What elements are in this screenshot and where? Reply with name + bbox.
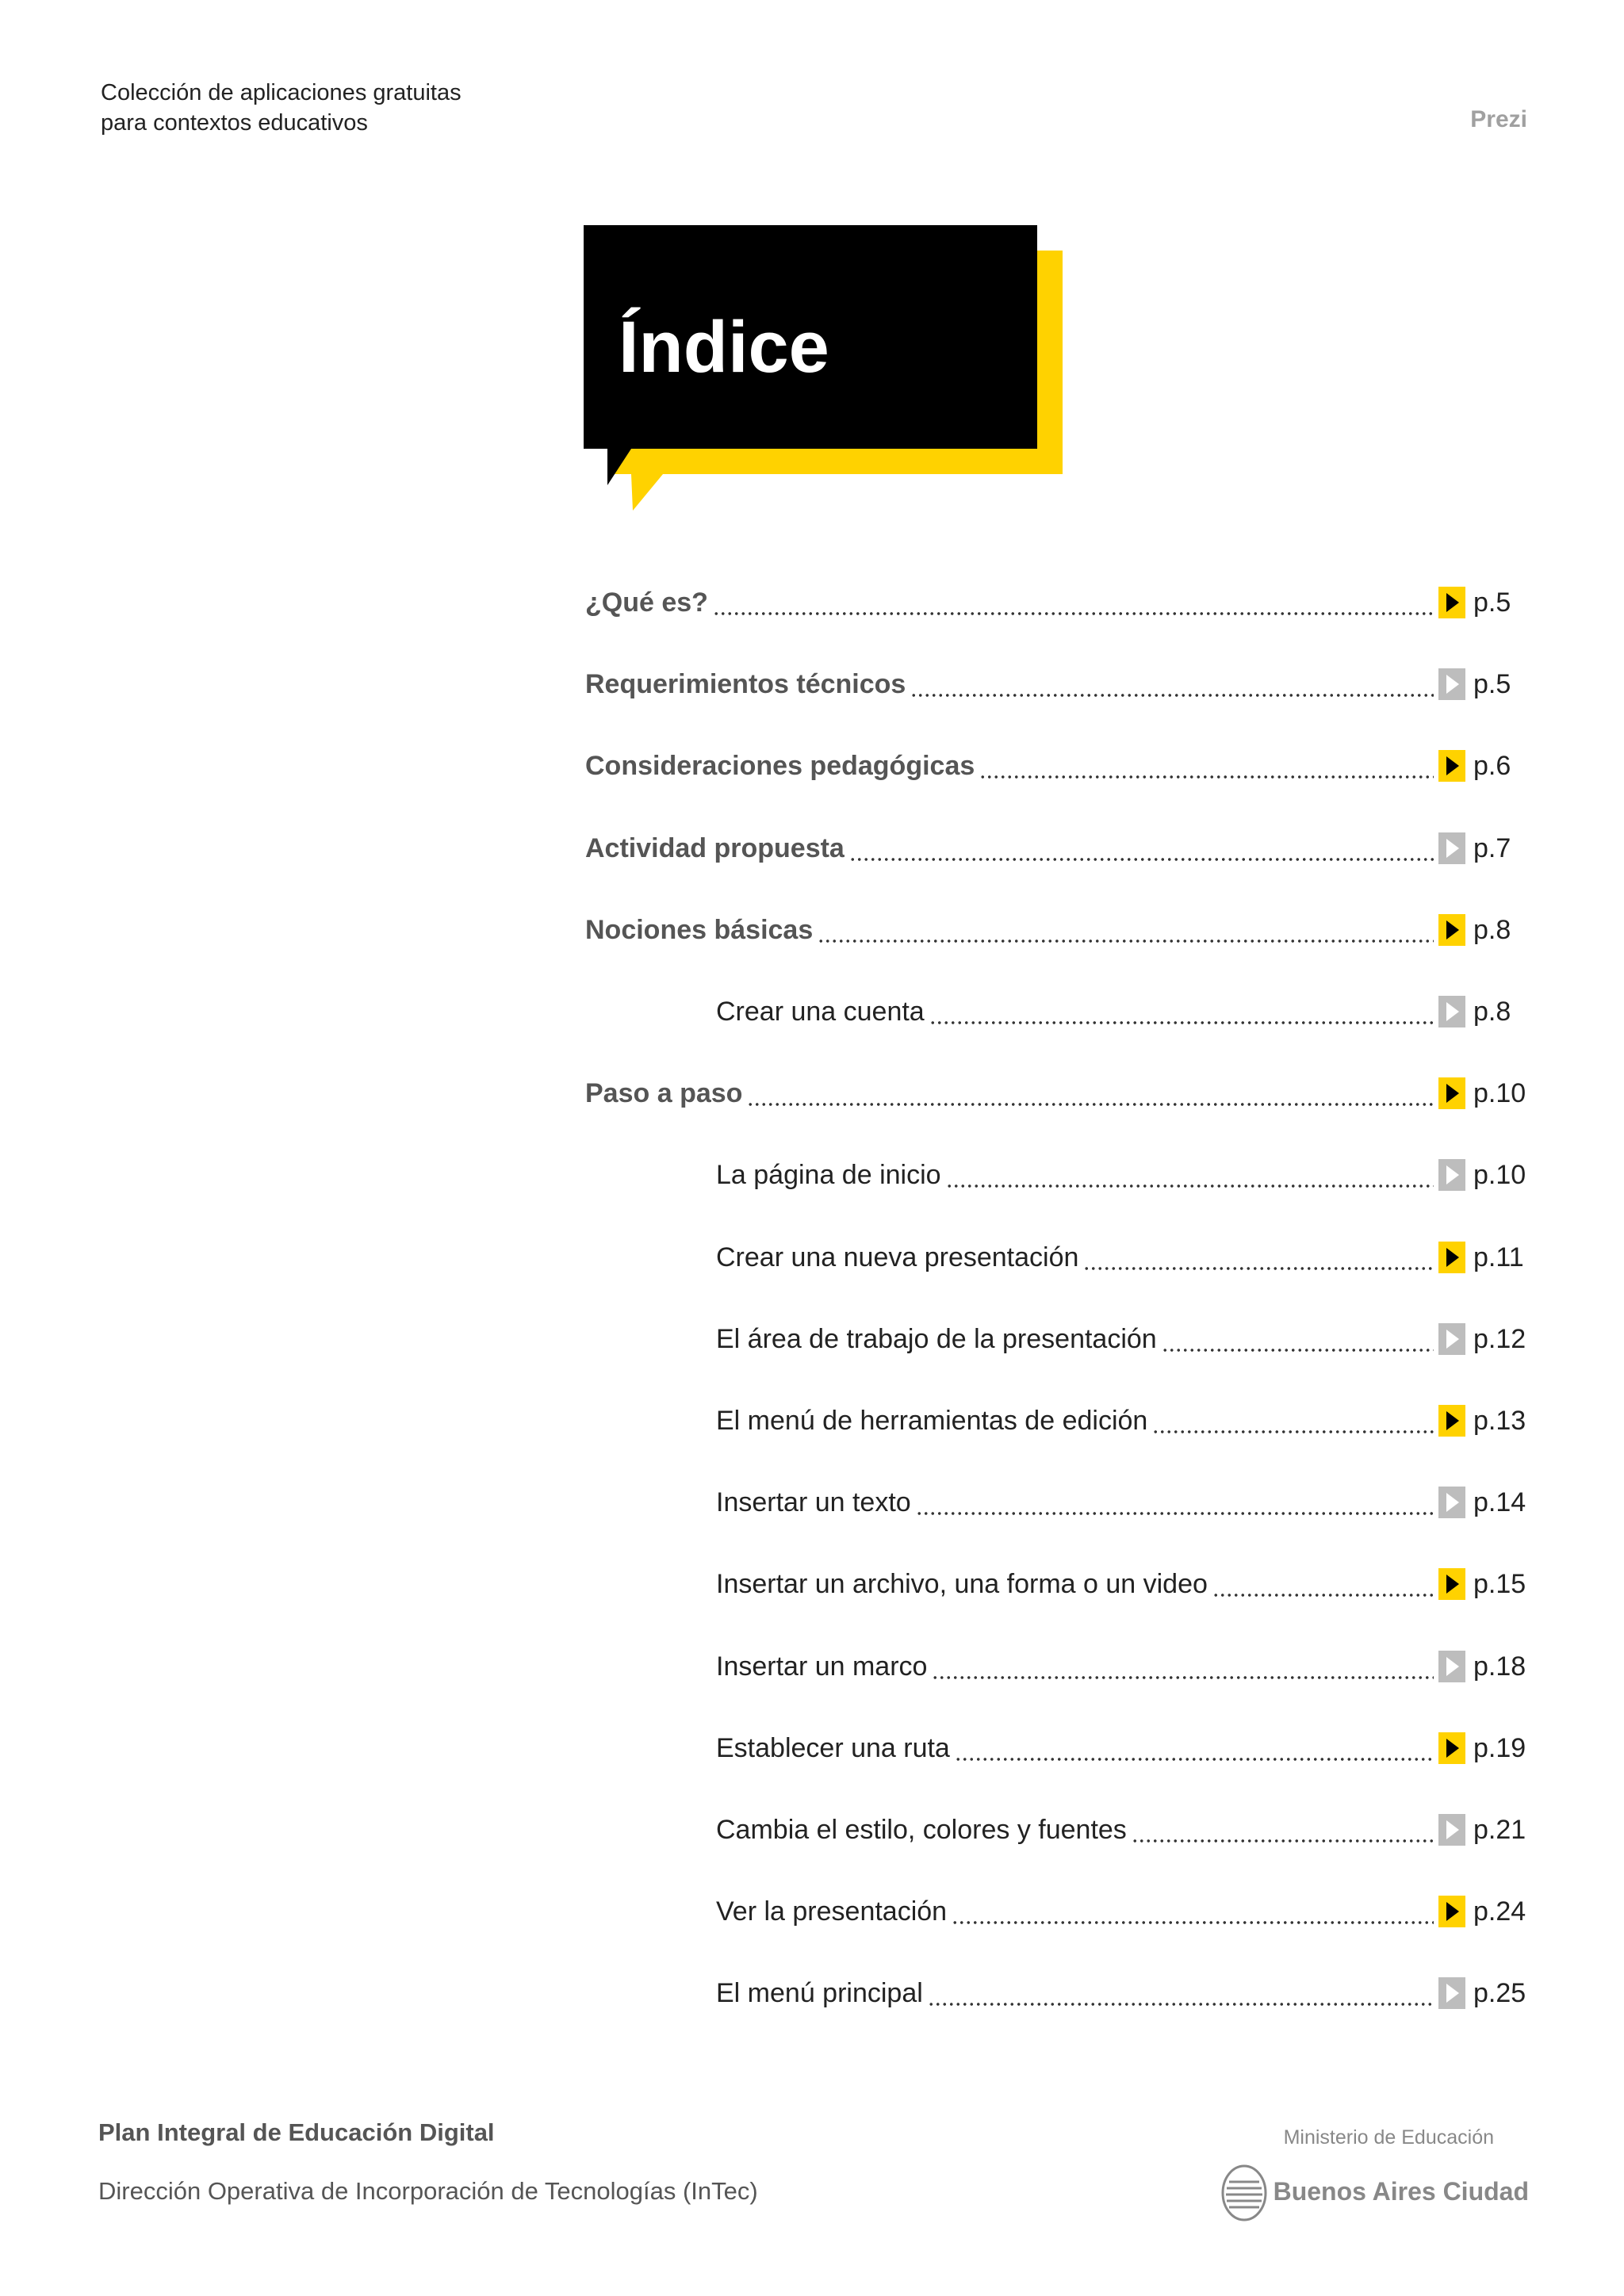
toc-entry[interactable] [585, 906, 1529, 954]
toc-entry[interactable] [585, 579, 1529, 626]
dot-leader [1162, 1326, 1434, 1353]
toc-entry[interactable] [585, 1724, 1529, 1772]
dot-leader [1212, 1571, 1434, 1598]
toc-entry-label: Paso a paso [585, 1078, 743, 1108]
bubble-shadow-tail [631, 474, 663, 511]
gray-play-icon [1438, 668, 1465, 700]
yellow-play-icon [1438, 1077, 1465, 1109]
footer-left [98, 2118, 758, 2206]
city-seal-icon [1221, 2164, 1267, 2221]
dot-leader [1083, 1244, 1434, 1271]
gray-play-icon [1438, 1487, 1465, 1518]
dot-leader [952, 1898, 1434, 1925]
ministry-logo [1196, 2126, 1529, 2221]
dot-leader [1132, 1816, 1434, 1843]
toc-entry-page: p.25 [1473, 1978, 1526, 2008]
collection-heading [101, 78, 462, 138]
toc-entry-page: p.10 [1473, 1078, 1526, 1108]
toc-entry-label: Insertar un marco [716, 1651, 928, 1682]
toc-entry[interactable] [585, 1643, 1529, 1690]
gray-play-icon [1438, 1651, 1465, 1682]
dot-leader [747, 1080, 1434, 1107]
toc-entry-label: Consideraciones pedagógicas [585, 751, 975, 781]
dot-leader [928, 1980, 1434, 2007]
dot-leader [1152, 1407, 1434, 1434]
toc-entry-page: p.6 [1473, 751, 1511, 781]
toc-entry-page: p.18 [1473, 1651, 1526, 1682]
toc-entry[interactable] [585, 1397, 1529, 1445]
collection-line-2: para contextos educativos [101, 110, 368, 136]
ministry-name: Ministerio de Educación [1283, 2126, 1494, 2149]
toc-entry-label: El área de trabajo de la presentación [716, 1324, 1157, 1354]
dot-leader [979, 752, 1434, 779]
toc-entry-label: La página de inicio [716, 1160, 941, 1190]
toc-entry-label: Crear una cuenta [716, 997, 925, 1027]
toc-entry-page: p.8 [1473, 997, 1511, 1027]
dot-leader [910, 671, 1434, 698]
toc-entry-page: p.8 [1473, 915, 1511, 945]
toc-entry-page: p.13 [1473, 1406, 1526, 1436]
toc-entry-page: p.21 [1473, 1815, 1526, 1845]
toc-entry[interactable] [585, 1560, 1529, 1608]
gray-play-icon [1438, 832, 1465, 864]
gray-play-icon [1438, 996, 1465, 1027]
toc-entry[interactable] [585, 1888, 1529, 1935]
toc-entry[interactable] [585, 1806, 1529, 1854]
dot-leader [955, 1735, 1434, 1762]
dot-leader [929, 998, 1434, 1025]
toc-entry[interactable] [585, 742, 1529, 790]
toc-entry[interactable] [585, 660, 1529, 708]
toc-entry-label: Establecer una ruta [716, 1733, 950, 1763]
toc-entry-page: p.12 [1473, 1324, 1526, 1354]
toc-entry[interactable] [585, 1969, 1529, 2017]
toc-entry[interactable] [585, 988, 1529, 1035]
gray-play-icon [1438, 1323, 1465, 1355]
title-badge [584, 225, 1067, 511]
toc-entry-page: p.7 [1473, 833, 1511, 863]
dot-leader [916, 1489, 1434, 1516]
toc-entry-page: p.10 [1473, 1160, 1526, 1190]
toc-entry-page: p.15 [1473, 1569, 1526, 1599]
yellow-play-icon [1438, 587, 1465, 618]
toc-entry-label: Actividad propuesta [585, 833, 845, 863]
toc-entry-label: Cambia el estilo, colores y fuentes [716, 1815, 1127, 1845]
toc-entry-label: Ver la presentación [716, 1896, 948, 1927]
app-name: Prezi [1470, 106, 1527, 132]
toc-entry-label: Crear una nueva presentación [716, 1242, 1079, 1272]
toc-entry[interactable] [585, 1070, 1529, 1117]
gray-play-icon [1438, 1977, 1465, 2009]
toc-entry-label: ¿Qué es? [585, 587, 708, 618]
plan-name: Plan Integral de Educación Digital [98, 2118, 495, 2146]
toc-entry-label: Insertar un archivo, una forma o un video [716, 1569, 1208, 1599]
toc-entry[interactable] [585, 825, 1529, 872]
gray-play-icon [1438, 1159, 1465, 1191]
toc-entry-page: p.14 [1473, 1487, 1526, 1517]
collection-line-1: Colección de aplicaciones gratuitas [101, 80, 462, 105]
yellow-play-icon [1438, 914, 1465, 946]
toc-entry-page: p.5 [1473, 669, 1511, 699]
toc-entry-page: p.24 [1473, 1896, 1526, 1927]
yellow-play-icon [1438, 750, 1465, 782]
toc-entry-page: p.19 [1473, 1733, 1526, 1763]
page-title: Índice [619, 307, 829, 388]
toc-entry-page: p.11 [1473, 1242, 1524, 1272]
toc-entry[interactable] [585, 1315, 1529, 1363]
yellow-play-icon [1438, 1405, 1465, 1437]
direction-name: Dirección Operativa de Incorporación de Tecnologías (InTec) [98, 2177, 758, 2205]
toc-entry[interactable] [585, 1479, 1529, 1526]
dot-leader [849, 835, 1434, 862]
dot-leader [946, 1161, 1434, 1188]
toc-entry[interactable] [585, 1234, 1529, 1281]
yellow-play-icon [1438, 1568, 1465, 1600]
yellow-play-icon [1438, 1732, 1465, 1764]
dot-leader [713, 589, 1434, 616]
toc-entry-label: El menú de herramientas de edición [716, 1406, 1148, 1436]
city-name: Buenos Aires Ciudad [1273, 2177, 1529, 2206]
toc-entry-label: Requerimientos técnicos [585, 669, 906, 699]
toc-entry-label: Nociones básicas [585, 915, 814, 945]
gray-play-icon [1438, 1814, 1465, 1846]
toc-entry[interactable] [585, 1151, 1529, 1199]
toc-entry-label: Insertar un texto [716, 1487, 911, 1517]
dot-leader [818, 916, 1434, 943]
dot-leader [932, 1653, 1434, 1680]
toc-entry-page: p.5 [1473, 587, 1511, 618]
yellow-play-icon [1438, 1896, 1465, 1927]
toc-entry-label: El menú principal [716, 1978, 923, 2008]
yellow-play-icon [1438, 1242, 1465, 1273]
